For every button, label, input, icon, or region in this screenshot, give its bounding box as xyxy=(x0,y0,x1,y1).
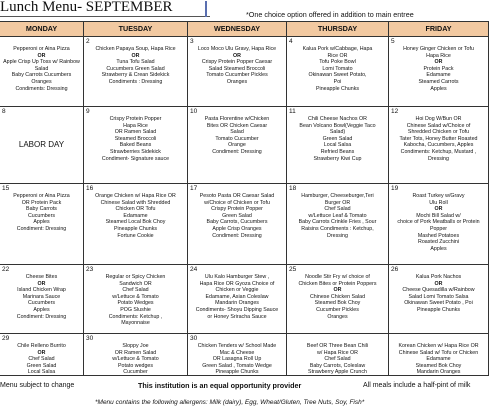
menu-day-cell xyxy=(84,265,188,334)
menu-item-line: Tuna Tofu Salad xyxy=(116,59,155,66)
menu-item-line: Local Salsa xyxy=(323,142,352,149)
menu-day-cell xyxy=(389,334,489,376)
menu-item-line: Condiment- Signature sauce xyxy=(101,155,170,162)
menu-item-line: Baby Carrots Cucumbers xyxy=(11,72,72,79)
menu-item-line: Chef Salad xyxy=(28,356,55,363)
day-number: 11 xyxy=(289,108,296,115)
menu-item-line: Strawberry Apple Crunch xyxy=(308,369,367,376)
menu-item-line: Cheese Quesadilla w/Rainbow xyxy=(402,287,475,294)
menu-item-line: Apples xyxy=(430,245,447,252)
menu-item-line: Chile Relleno Burrito xyxy=(17,343,66,349)
menu-item-line: Okinawan Sweet Potato, xyxy=(308,72,367,79)
day-number: 29 xyxy=(2,335,10,342)
menu-item-line: Tomato Cucumber xyxy=(215,135,259,142)
menu-day-cell xyxy=(84,184,188,265)
menu-day-cell xyxy=(287,37,389,107)
menu-item-line: Island Chicken Wrap xyxy=(17,287,66,294)
menu-item-line: Edamame xyxy=(426,72,451,79)
menu-item-line: Hapa Rice xyxy=(426,52,451,59)
day-number: 30 xyxy=(86,335,94,342)
day-number: 16 xyxy=(86,185,94,192)
menu-item-line: Chef Salad xyxy=(324,356,351,363)
menu-item-line: OR xyxy=(233,52,241,59)
menu-item-line: Dressing xyxy=(428,155,449,162)
day-number: 4 xyxy=(289,38,293,45)
menu-item-line: Mandarin Oranges xyxy=(215,300,259,307)
day-number: 12 xyxy=(391,108,399,115)
menu-item-line: OR xyxy=(37,52,46,59)
menu-day-cell xyxy=(287,107,389,184)
menu-item-line: Marinara Sauce xyxy=(22,293,61,300)
menu-item-line: Chicken Tenders w/ School Made xyxy=(197,343,277,349)
menu-day-cell xyxy=(0,334,84,376)
menu-day-cell xyxy=(287,184,389,265)
menu-day-cell xyxy=(389,265,489,334)
page-title: Lunch Menu- SEPTEMBER xyxy=(0,0,173,15)
menu-item-line: Regular or Spicy Chicken xyxy=(105,274,166,280)
menu-item-line: OR Protein Pack xyxy=(21,199,62,206)
menu-item-line: OR xyxy=(434,206,443,213)
menu-item-line: Green Salad xyxy=(26,362,57,369)
menu-item-line: Strawberry & Crean Sidekick xyxy=(101,72,170,79)
day-number: 25 xyxy=(289,266,297,273)
menu-calendar-grid xyxy=(0,37,489,376)
menu-item-line: Green Salad xyxy=(222,212,252,219)
menu-item-line: Mayonnaise xyxy=(121,320,150,327)
menu-item-line: OR xyxy=(434,280,443,287)
menu-item-line: OR Lasagna Roll Up xyxy=(212,356,262,363)
allergen-note: *Menu contains the following allergens: Milk (dairy), Egg, Wheat/Gluten, Tree Nuts, Soy, Fish* xyxy=(95,399,365,406)
day-number: 2 xyxy=(86,38,90,45)
menu-item-line: Kalua Pork Nachos xyxy=(415,274,462,280)
text-cursor xyxy=(205,1,207,17)
menu-item-line: Edamame xyxy=(426,356,451,363)
menu-item-line: Chicken Bites or Protein Poppers xyxy=(298,280,377,287)
menu-item-line: OR Ramen Salad xyxy=(114,349,157,356)
menu-day-cell xyxy=(287,334,389,376)
menu-item-line: Cucumbers xyxy=(27,300,56,307)
menu-item-line: Pineapple Chunks xyxy=(316,85,359,92)
menu-item-line: w/Lettuce & Tomato xyxy=(112,356,159,363)
menu-item-line: Condiment: Dressing xyxy=(16,313,67,320)
day-number: 26 xyxy=(391,266,399,273)
menu-item-line: Chef Salad xyxy=(324,206,351,213)
menu-item-line: Hapa Rice xyxy=(123,122,148,129)
menu-item-line: Korean Chicken w/ Hapa Rice OR xyxy=(398,343,479,349)
menu-item-line: Apples xyxy=(33,306,50,313)
menu-item-line: Pepperoni or Aina Pizza xyxy=(13,46,70,52)
menu-item-line: Pineapple Chunks xyxy=(114,225,157,232)
menu-item-line: Dressing xyxy=(327,232,348,239)
menu-item-line: OR xyxy=(434,59,443,66)
day-header: MONDAY xyxy=(0,22,84,36)
menu-item-line: Crispy Protein Popper xyxy=(211,206,263,213)
day-number: 15 xyxy=(2,185,10,192)
footer xyxy=(0,380,489,392)
menu-item-line: Mochi Bill Salad w/ xyxy=(416,212,461,219)
menu-item-line: Ulu Kalo Hamburger Stew , xyxy=(204,274,270,280)
day-number: 30 xyxy=(190,335,198,342)
menu-day-cell xyxy=(0,37,84,107)
footer-disclaimer: Menu subject to change xyxy=(0,382,75,389)
menu-item-line: Steamed Bok Choy xyxy=(415,362,462,369)
menu-item-line: Oranges xyxy=(226,78,248,85)
menu-item-line: Condiment: Dressing xyxy=(212,148,262,155)
menu-item-line: Burger OR xyxy=(324,199,351,206)
menu-item-line: Apples xyxy=(430,85,447,92)
menu-item-line: choice of Pork Meatballs or Protein xyxy=(397,219,480,226)
menu-item-line: OR xyxy=(333,287,342,294)
menu-day-cell xyxy=(188,107,287,184)
day-header: FRIDAY xyxy=(389,22,489,36)
footer-milk-note: All meals include a half-pint of milk xyxy=(363,382,471,389)
day-number: 17 xyxy=(190,185,198,192)
menu-day-cell xyxy=(188,184,287,265)
day-number: 18 xyxy=(289,185,297,192)
menu-item-line: Chicken or Veggie xyxy=(215,287,259,294)
menu-item-line: w/ Hapa Rice OR xyxy=(317,349,358,356)
menu-item-line: Steamed Bok Choy xyxy=(314,300,361,307)
menu-item-line: Chinese Salad with Shredded xyxy=(100,199,171,206)
menu-item-line: Pepperoni or Aina Pizza xyxy=(13,193,70,199)
menu-item-line: or Honey Sriracha Sauce xyxy=(207,313,267,320)
menu-item-line: Mandarin Oranges xyxy=(416,369,461,376)
menu-day-cell xyxy=(188,334,287,376)
menu-item-line: OR xyxy=(37,280,46,287)
menu-day-cell xyxy=(188,37,287,107)
menu-item-line: Edamame xyxy=(123,212,148,219)
menu-item-line: Pineapple Chunks xyxy=(215,369,259,376)
menu-item-line: Pasta Florentine w/Chicken xyxy=(204,116,270,122)
menu-item-line: Green Salad xyxy=(322,135,353,142)
day-number: 22 xyxy=(2,266,10,273)
menu-item-line: Tomato Cucumber Pickles xyxy=(206,72,268,79)
menu-item-line: Honey Ginger Chicken or Tofu xyxy=(403,46,474,52)
menu-item-line: Chef Salad xyxy=(122,287,149,294)
menu-item-line: Baby Carrots xyxy=(26,206,57,213)
menu-item-line: Chicken Papaya Soup, Hapa Rice xyxy=(95,46,176,52)
menu-item-line: Refried Beans xyxy=(320,148,355,155)
menu-item-line: Okinawan Sweet Potato , Poi xyxy=(404,300,473,307)
menu-item-line: Salad xyxy=(34,65,49,72)
menu-item-line: w/Choice of Chicken or Tofu xyxy=(204,199,270,206)
menu-item-line: Condiments: Dressing xyxy=(15,85,68,92)
menu-item-line: Chili Cheese Nachos OR xyxy=(308,116,367,122)
menu-item-line: Hoi Dog W/Bun OR xyxy=(415,116,462,122)
menu-item-line: Poi xyxy=(333,78,342,85)
menu-item-line: Chinese Salad w/ Tofu or Chicken xyxy=(398,349,479,356)
menu-item-line: Hapa Rice OR Gyoza Choice of xyxy=(199,280,275,287)
day-header: THURSDAY xyxy=(287,22,389,36)
menu-item-line: Baked Beans xyxy=(119,142,152,149)
menu-item-line: Rice OR xyxy=(327,52,348,59)
menu-item-line: Tofu Poke Bowl xyxy=(319,59,356,66)
menu-item-line: Ulu Roll xyxy=(429,199,448,206)
menu-item-line: Fortune Cookie xyxy=(117,232,154,239)
menu-item-line: Loco Moco Ulu Gravy, Hapa Rice xyxy=(197,46,277,52)
menu-item-line: Apple Crisp Up Toss w/ Rainbow xyxy=(3,59,80,66)
day-number: 9 xyxy=(86,108,90,115)
menu-item-line: Cucumbers Green Salad xyxy=(106,65,165,72)
menu-item-line: Roast Turkey w/Gravy xyxy=(412,193,465,199)
menu-item-line: Lomi Tomato xyxy=(322,65,353,72)
menu-item-line: POG Slushie xyxy=(120,306,151,313)
menu-item-line: Tater Tots, Honey Butter Roasted xyxy=(399,135,478,142)
day-number: 8 xyxy=(2,108,6,115)
menu-item-line: Steamed Local Bok Choy xyxy=(105,219,166,226)
menu-day-cell xyxy=(389,37,489,107)
menu-item-line: Oranges xyxy=(327,313,348,320)
menu-item-line: Potato wedges xyxy=(117,362,154,369)
menu-item-line: Mashed Potatoes xyxy=(417,232,460,239)
menu-item-line: Steamed Carrots xyxy=(418,78,459,85)
menu-day-cell xyxy=(0,265,84,334)
day-header: WEDNESDAY xyxy=(188,22,287,36)
menu-item-line: Cucumber Pickles xyxy=(316,306,359,313)
menu-item-line: Pineapple Chunks xyxy=(417,306,460,313)
menu-item-line: Hamburger, Cheeseburger,Teri xyxy=(301,193,374,199)
menu-item-line: Condiment: Dressing xyxy=(16,225,67,232)
menu-item-line: OR xyxy=(37,349,46,356)
menu-item-line: Pesoto Pasta OR Caesar Salad xyxy=(199,193,275,199)
menu-day-cell xyxy=(287,265,389,334)
menu-item-line: Cheese Bites xyxy=(25,274,58,280)
day-number: 24 xyxy=(190,266,198,273)
menu-item-line: Mac & Cheese xyxy=(219,349,255,356)
menu-item-line: Sandwich OR xyxy=(119,280,152,287)
menu-day-cell xyxy=(84,37,188,107)
day-number: 5 xyxy=(391,38,395,45)
menu-day-cell xyxy=(84,334,188,376)
day-number: 10 xyxy=(190,108,198,115)
menu-item-line: Steamed Broccoli xyxy=(114,135,157,142)
menu-item-line: Baby Carrots, Cucumbers xyxy=(206,219,268,226)
menu-item-line: Orange xyxy=(228,142,246,149)
menu-item-line: Baby Carrots, Coleslaw xyxy=(309,362,366,369)
menu-item-line: Local Salsa xyxy=(27,369,56,376)
menu-item-line: Strawberry Kiwi Cup xyxy=(313,155,362,162)
day-number: 3 xyxy=(190,38,194,45)
menu-item-line: Cucumbers xyxy=(27,212,56,219)
menu-item-line: Salad Steamed Broccoli xyxy=(208,65,266,72)
menu-day-cell xyxy=(0,184,84,265)
menu-item-line: Condiments : Dressing xyxy=(108,78,163,85)
choice-note: *One choice option offered in addition to main entree xyxy=(246,10,414,19)
menu-item-line: Noodle Stir Fry w/ choice of xyxy=(305,274,370,280)
menu-item-line: Orange Chicken w/ Hapa Rice OR xyxy=(95,193,176,199)
day-header: TUESDAY xyxy=(84,22,188,36)
menu-item-line: Shredded Chicken or Tofu xyxy=(407,129,470,136)
menu-item-line: Bean Volcano Bowl(Veggie Taco xyxy=(299,122,376,129)
title-underline xyxy=(0,16,210,17)
menu-item-line: Baby Carrots Crinkle Fries , Sour xyxy=(298,219,377,226)
footer-equal-opportunity: This institution is an equal opportunity provider xyxy=(138,381,302,390)
menu-item-line: Crispy Protein Popper xyxy=(109,116,162,122)
menu-item-line: Sloppy Joe xyxy=(122,343,149,349)
menu-item-line: Bites OR Chicken Caesar xyxy=(206,122,268,129)
menu-item-line: Potato Wedges xyxy=(117,300,154,307)
menu-item-line: Raisins Condiments : Ketchup, xyxy=(301,225,374,232)
menu-item-line: Roasted Zucchini xyxy=(418,239,459,246)
menu-item-line: Edamame, Asian Coleslaw xyxy=(205,293,269,300)
menu-item-line: OR Ramen Salad xyxy=(114,129,157,136)
menu-item-line: Oranges xyxy=(31,78,52,85)
menu-item-line: Apples xyxy=(33,219,50,226)
menu-day-cell xyxy=(0,107,84,184)
day-number: 19 xyxy=(391,185,399,192)
menu-item-line: Beef OR Three Bean Chili xyxy=(306,343,369,349)
menu-item-line: Protein Pack xyxy=(423,65,454,72)
menu-item-line: Salad) xyxy=(329,129,346,136)
menu-item-line: Chinese Chicken Salad xyxy=(309,293,366,300)
menu-item-line: Kalua Pork w/Cabbage, Hapa xyxy=(302,46,373,52)
menu-day-cell xyxy=(84,107,188,184)
menu-item-line: OR xyxy=(131,52,140,59)
menu-item-line: Condiments: Ketchup, Mustard , xyxy=(400,148,477,155)
menu-item-line: Popper xyxy=(429,225,448,232)
menu-item-line: Cucumber xyxy=(123,369,148,376)
menu-item-line: Crispy Protein Popper Caesar xyxy=(201,59,273,66)
menu-item-line: Chinese Salad w/Choice of xyxy=(406,122,471,129)
menu-item-line: Strawberries Sidekick xyxy=(110,148,161,155)
menu-item-line: w/Lettuce Leaf & Tomato xyxy=(308,212,367,219)
menu-item-line: Apple Crisp Oranges xyxy=(212,225,262,232)
menu-item-line: Salad xyxy=(230,129,244,136)
menu-item-line: Kabocha, Cucumbers, Apples xyxy=(403,142,474,149)
menu-item-line: Green Salad , Tomato Wedge xyxy=(202,362,272,369)
menu-item-line: Condiments- Shoyu Dipping Sauce xyxy=(195,306,279,313)
menu-item-line: Chicken OR Tofu xyxy=(115,206,156,213)
menu-day-cell xyxy=(188,265,287,334)
menu-day-cell xyxy=(389,184,489,265)
holiday-label: LABOR DAY xyxy=(18,139,65,149)
menu-item-line: Salad Lomi Tomato Salsa xyxy=(408,293,469,300)
menu-item-line: w/Lettuce & Tomato xyxy=(112,293,159,300)
menu-day-cell xyxy=(389,107,489,184)
day-number: 23 xyxy=(86,266,94,273)
menu-item-line: Condiment: Dressing xyxy=(212,232,262,239)
weekday-header xyxy=(0,21,489,37)
menu-item-line: Condiments: Ketchup , xyxy=(108,313,163,320)
